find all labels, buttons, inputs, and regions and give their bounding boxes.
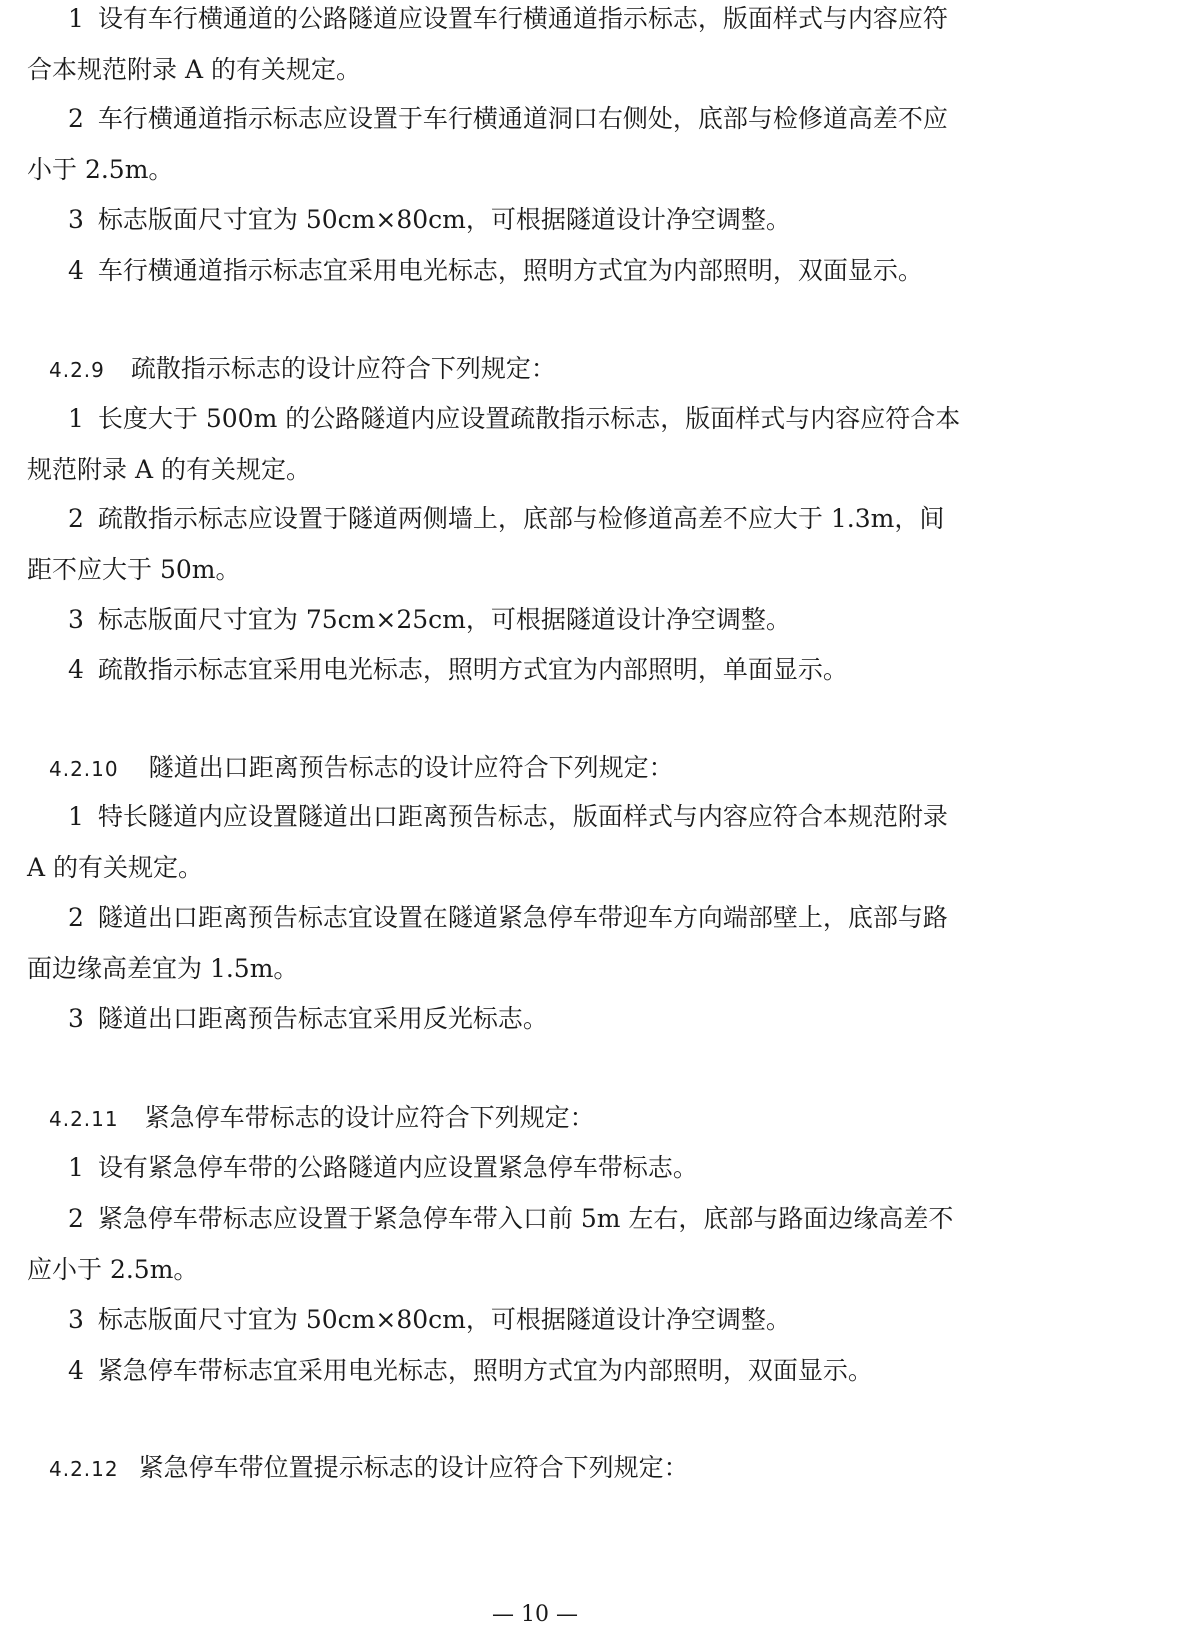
item-number: 4 <box>68 1356 84 1385</box>
item-text-continuation: 面边缘高差宜为 1.5m。 <box>27 954 299 983</box>
clause-title: 隧道出口距离预告标志的设计应符合下列规定： <box>148 753 674 782</box>
clause-title: 疏散指示标志的设计应符合下列规定： <box>130 354 556 383</box>
clause-number: 4.2.10 <box>49 757 119 781</box>
item-text: 紧急停车带标志宜采用电光标志，照明方式宜为内部照明，双面显示。 <box>97 1356 873 1385</box>
item-text-continuation: A 的有关规定。 <box>27 853 204 882</box>
item-text: 疏散指示标志应设置于隧道两侧墙上，底部与检修道高差不应大于 1.3m，间 <box>97 504 945 533</box>
item-text: 疏散指示标志宜采用电光标志，照明方式宜为内部照明，单面显示。 <box>97 655 848 684</box>
item-number: 4 <box>68 655 84 684</box>
clause-item <box>68 654 848 686</box>
item-number: 2 <box>68 1204 84 1233</box>
clause-item <box>68 3 948 35</box>
item-number: 3 <box>68 205 84 234</box>
clause-item <box>68 1304 791 1336</box>
item-text: 车行横通道指示标志应设置于车行横通道洞口右侧处，底部与检修道高差不应 <box>97 104 948 133</box>
item-text: 标志版面尺寸宜为 50cm×80cm，可根据隧道设计净空调整。 <box>97 205 791 234</box>
clause-number: 4.2.12 <box>49 1457 119 1481</box>
item-text: 长度大于 500m 的公路隧道内应设置疏散指示标志，版面样式与内容应符合本 <box>97 404 961 433</box>
item-number: 2 <box>68 903 84 932</box>
item-number: 2 <box>68 104 84 133</box>
item-text: 标志版面尺寸宜为 75cm×25cm，可根据隧道设计净空调整。 <box>97 605 791 634</box>
page-number: — 10 — <box>492 1602 578 1627</box>
item-number: 2 <box>68 504 84 533</box>
item-text: 标志版面尺寸宜为 50cm×80cm，可根据隧道设计净空调整。 <box>97 1305 791 1334</box>
clause-item <box>68 204 791 236</box>
clause-title: 紧急停车带标志的设计应符合下列规定： <box>144 1103 595 1132</box>
clause-number: 4.2.11 <box>49 1107 119 1131</box>
item-text-continuation: 应小于 2.5m。 <box>27 1255 199 1284</box>
clause-item <box>68 1152 698 1184</box>
clause-item <box>68 103 948 135</box>
item-text: 车行横通道指示标志宜采用电光标志，照明方式宜为内部照明，双面显示。 <box>97 256 923 285</box>
clause-item <box>68 1203 953 1235</box>
clause-item <box>68 1355 873 1387</box>
item-text: 隧道出口距离预告标志宜设置在隧道紧急停车带迎车方向端部壁上，底部与路 <box>97 903 948 932</box>
clause-heading <box>49 353 556 386</box>
item-text-continuation: 规范附录 A 的有关规定。 <box>27 455 311 484</box>
clause-item <box>68 902 948 934</box>
item-text: 紧急停车带标志应设置于紧急停车带入口前 5m 左右，底部与路面边缘高差不 <box>97 1204 954 1233</box>
clause-title: 紧急停车带位置提示标志的设计应符合下列规定： <box>138 1453 689 1482</box>
clause-item <box>68 1003 548 1035</box>
clause-heading <box>49 1102 595 1135</box>
item-text: 特长隧道内应设置隧道出口距离预告标志，版面样式与内容应符合本规范附录 <box>97 802 948 831</box>
item-number: 1 <box>68 404 84 433</box>
item-number: 3 <box>68 1004 84 1033</box>
item-number: 1 <box>68 1153 84 1182</box>
item-number: 3 <box>68 1305 84 1334</box>
item-text-continuation: 小于 2.5m。 <box>27 155 174 184</box>
clause-item <box>68 801 948 833</box>
item-number: 3 <box>68 605 84 634</box>
clause-heading <box>49 1452 689 1485</box>
item-number: 4 <box>68 256 84 285</box>
clause-number: 4.2.9 <box>49 358 105 382</box>
item-text: 设有车行横通道的公路隧道应设置车行横通道指示标志，版面样式与内容应符 <box>97 4 948 33</box>
clause-item <box>68 604 791 636</box>
item-text: 隧道出口距离预告标志宜采用反光标志。 <box>97 1004 548 1033</box>
clause-heading <box>49 752 674 785</box>
clause-item <box>68 255 923 287</box>
item-number: 1 <box>68 4 84 33</box>
item-text-continuation: 距不应大于 50m。 <box>27 555 241 584</box>
clause-item <box>68 403 960 435</box>
item-text-continuation: 合本规范附录 A 的有关规定。 <box>27 55 361 84</box>
item-number: 1 <box>68 802 84 831</box>
item-text: 设有紧急停车带的公路隧道内应设置紧急停车带标志。 <box>97 1153 698 1182</box>
clause-item <box>68 503 944 535</box>
